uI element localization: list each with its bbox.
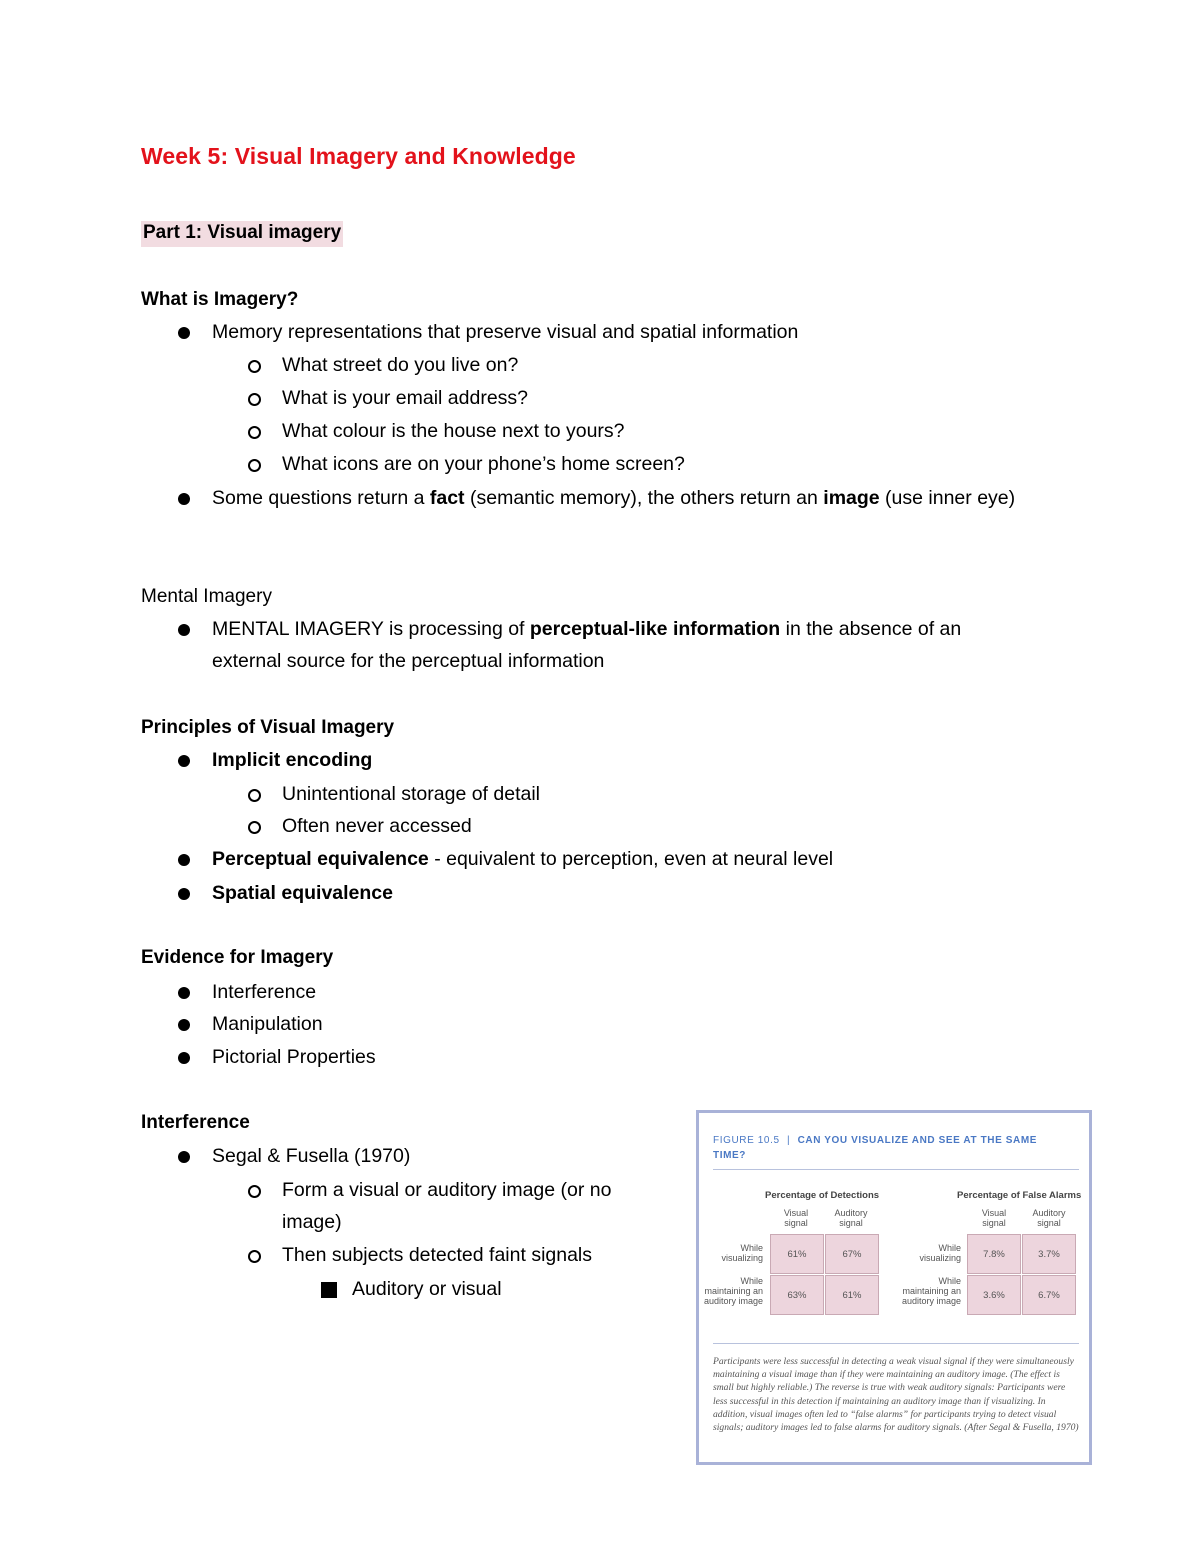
list-item: Often never accessed (282, 815, 472, 837)
section-heading-principles: Principles of Visual Imagery (141, 717, 395, 738)
bullet-icon (178, 1019, 190, 1031)
list-item: What street do you live on? (282, 354, 519, 376)
square-bullet-icon (321, 1282, 337, 1298)
list-item: Pictorial Properties (212, 1046, 376, 1068)
circle-bullet-icon (248, 393, 261, 406)
figure-10-5 (696, 1110, 1092, 1465)
section-heading-what-is-imagery: What is Imagery? (141, 289, 299, 310)
table-cell: 6.7% (1022, 1275, 1076, 1315)
list-item: What colour is the house next to yours? (282, 420, 625, 442)
list-item: Manipulation (212, 1013, 323, 1035)
list-item: Unintentional storage of detail (282, 783, 541, 805)
table-cell: 63% (770, 1275, 824, 1315)
circle-bullet-icon (248, 459, 261, 472)
document-title: Week 5: Visual Imagery and Knowledge (141, 143, 576, 169)
list-item: Segal & Fusella (1970) (212, 1145, 411, 1167)
bullet-icon (178, 1151, 190, 1163)
column-label: Auditory signal (1032, 1208, 1066, 1228)
bullet-icon (178, 327, 190, 339)
figure-divider (713, 1343, 1079, 1344)
section-heading-evidence: Evidence for Imagery (141, 947, 334, 968)
figure-divider (713, 1169, 1079, 1170)
list-item: MENTAL IMAGERY is processing of perceptual-like information in the absence of an external source for the perceptual information (212, 618, 962, 672)
list-item: Memory representations that preserve visual and spatial information (212, 321, 799, 343)
column-label: Auditory signal (834, 1208, 868, 1228)
section-heading-interference: Interference (141, 1112, 250, 1133)
circle-bullet-icon (248, 1250, 261, 1263)
list-item: Interference (212, 981, 317, 1003)
table-cell: 67% (825, 1234, 879, 1274)
row-label: While maintaining an auditory image (703, 1276, 763, 1306)
list-item: Perceptual equivalence - equivalent to perception, even at neural level (212, 848, 834, 870)
list-item: Spatial equivalence (212, 882, 393, 904)
list-item: What is your email address? (282, 387, 529, 409)
section-heading-mental-imagery: Mental Imagery (141, 586, 272, 607)
circle-bullet-icon (248, 821, 261, 834)
part-heading: Part 1: Visual imagery (141, 221, 343, 247)
column-label: Visual signal (783, 1208, 809, 1228)
figure-title: CAN YOU VISUALIZE AND SEE AT THE SAME TIME? (713, 1135, 1038, 1161)
row-label: While maintaining an auditory image (901, 1276, 961, 1306)
row-label: While visualizing (919, 1243, 961, 1263)
figure-heading (713, 1133, 1073, 1163)
bullet-icon (178, 888, 190, 900)
bullet-icon (178, 493, 190, 505)
figure-number: FIGURE 10.5 (713, 1135, 780, 1146)
bullet-icon (178, 854, 190, 866)
circle-bullet-icon (248, 789, 261, 802)
table-cell: 61% (825, 1275, 879, 1315)
list-item: Auditory or visual (352, 1278, 502, 1300)
list-item: Form a visual or auditory image (or no image) (282, 1179, 612, 1233)
list-item: Implicit encoding (212, 749, 373, 771)
table-cell: 3.6% (967, 1275, 1021, 1315)
bullet-icon (178, 624, 190, 636)
bullet-icon (178, 755, 190, 767)
circle-bullet-icon (248, 360, 261, 373)
bullet-icon (178, 1052, 190, 1064)
table-cell: 61% (770, 1234, 824, 1274)
detections-table-title: Percentage of Detections (765, 1190, 880, 1201)
circle-bullet-icon (248, 426, 261, 439)
bullet-icon (178, 987, 190, 999)
list-item: What icons are on your phone’s home screen? (282, 453, 685, 475)
table-cell: 3.7% (1022, 1234, 1076, 1274)
circle-bullet-icon (248, 1185, 261, 1198)
list-item: Some questions return a fact (semantic memory), the others return an image (use inner eye) (212, 487, 1016, 509)
list-item: Then subjects detected faint signals (282, 1244, 593, 1266)
column-label: Visual signal (981, 1208, 1007, 1228)
table-cell: 7.8% (967, 1234, 1021, 1274)
figure-caption: Participants were less successful in detecting a weak visual signal if they were simultaneously maintaining a visual image than if they were maintaining an auditory image. (The effect is small but highly reliable.) The reverse is true with weak auditory signals: Participants were less successful in this detection if maintaining an auditory image than if visualizing. In addition, visual images often led to “false alarms” for participants trying to detect visual signals; auditory images led to false alarms for auditory signals. (After Segal & Fusella, 1970) (713, 1356, 1079, 1434)
figure-separator: | (787, 1135, 791, 1146)
row-label: While visualizing (721, 1243, 763, 1263)
false-alarms-table-title: Percentage of False Alarms (957, 1190, 1082, 1201)
